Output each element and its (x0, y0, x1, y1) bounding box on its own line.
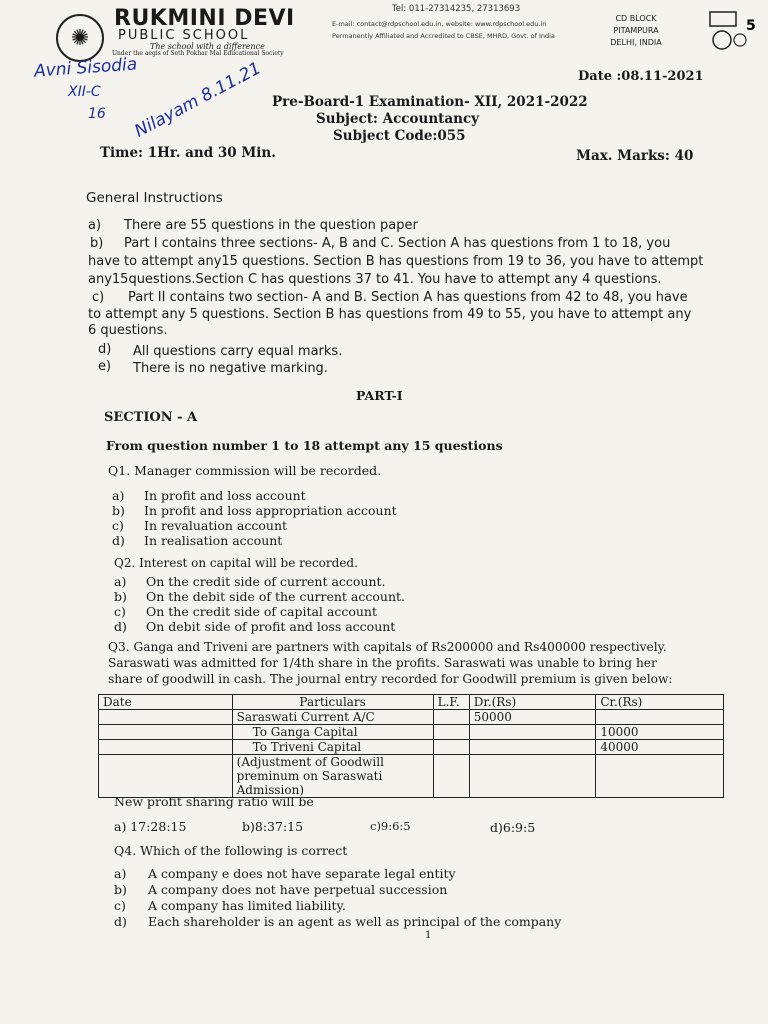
society-note: Under the aegis of Seth Pokhar Mal Educational Society (112, 50, 284, 57)
instruction-c-line3: 6 questions. (88, 323, 168, 338)
table-cell (433, 755, 469, 798)
table-cell: To Triveni Capital (232, 740, 433, 755)
table-row (99, 725, 724, 740)
instruction-c-key: c) (92, 290, 105, 305)
handwritten-signature: Nilayam 8.11.21 (131, 58, 265, 142)
page-number: 1 (425, 930, 432, 941)
q1-text: Q1. Manager commission will be recorded. (108, 463, 382, 478)
attempt-instruction: From question number 1 to 18 attempt any 15 questions (106, 438, 503, 453)
table-cell (433, 740, 469, 755)
q1-option-d: d) In realisation account (112, 533, 283, 548)
table-cell (469, 725, 596, 740)
q3-option-d: d)6:9:5 (490, 820, 536, 835)
header-date: Date (99, 695, 233, 710)
instruction-c-line2: to attempt any 5 questions. Section B has questions from 49 to 55, you have to attempt any (88, 307, 692, 322)
q3-question: New profit sharing ratio will be (114, 794, 314, 809)
svg-text:5: 5 (746, 18, 756, 34)
q2-options (114, 574, 405, 634)
instruction-b-key: b) (90, 236, 104, 251)
journal-header-row (99, 695, 724, 710)
table-cell (99, 740, 233, 755)
table-cell (469, 740, 596, 755)
q3-option-b: b)8:37:15 (242, 819, 304, 834)
table-cell (596, 755, 724, 798)
address-area: PITAMPURA (613, 26, 659, 35)
instruction-b-line2: have to attempt any15 questions. Section B has questions from 19 to 36, you have to attempt (88, 254, 704, 269)
accreditation-emblem (706, 10, 758, 56)
table-row (99, 740, 724, 755)
instruction-b-line3: any15questions.Section C has questions 37 to 41. You have to attempt any 4 questions. (88, 272, 662, 287)
school-email-website: E-mail: contact@rdpschool.edu.in, website: www.rdpschool.edu.in (332, 20, 547, 28)
school-name: RUKMINI DEVI (114, 6, 295, 31)
q3-line1: Q3. Ganga and Triveni are partners with capitals of Rs200000 and Rs400000 respectively. (108, 640, 667, 654)
table-cell (433, 725, 469, 740)
q4-options (114, 866, 561, 930)
table-cell (596, 710, 724, 725)
school-tagline: The school with a difference (150, 42, 265, 51)
handwritten-student-name: Avni Sisodia (33, 54, 138, 82)
instruction-e-key: e) (98, 359, 112, 374)
instruction-a: There are 55 questions in the question paper (124, 218, 418, 233)
header-particulars: Particulars (232, 695, 433, 710)
q4-option-d: d) Each shareholder is an agent as well as principal of the company (114, 914, 562, 929)
school-subtitle: PUBLIC SCHOOL (118, 28, 250, 43)
instruction-c-line1: Part II contains two section- A and B. Section A has questions from 42 to 48, you have (128, 290, 688, 305)
address-city: DELHI, INDIA (610, 38, 662, 47)
q2-option-d: d) On debit side of profit and loss account (114, 619, 396, 634)
school-logo: ✺ (56, 14, 104, 62)
q2-option-c: c) On the credit side of capital account (114, 604, 377, 619)
q4-option-c: c) A company has limited liability. (114, 898, 346, 913)
header-debit: Dr.(Rs) (469, 695, 596, 710)
instruction-d: All questions carry equal marks. (133, 344, 343, 359)
q1-options (112, 488, 397, 548)
exam-date: Date :08.11-2021 (578, 69, 704, 84)
q2-text: Q2. Interest on capital will be recorded. (114, 556, 358, 570)
table-cell: 40000 (596, 740, 724, 755)
q4-option-a: a) A company e does not have separate legal entity (114, 866, 456, 881)
q3-option-c: c)9:6:5 (370, 819, 411, 833)
exam-title: Pre-Board-1 Examination- XII, 2021-2022 (272, 94, 588, 110)
table-row (99, 755, 724, 798)
handwritten-roll-number: 16 (88, 106, 106, 122)
instructions-heading: General Instructions (86, 190, 223, 206)
table-cell (99, 710, 233, 725)
q4-text: Q4. Which of the following is correct (114, 843, 348, 858)
instruction-a-key: a) (88, 218, 102, 233)
q2-option-b: b) On the debit side of the current account. (114, 589, 405, 604)
q4-option-b: b) A company does not have perpetual succession (114, 882, 448, 897)
exam-subject: Subject: Accountancy (316, 111, 480, 127)
table-cell: (Adjustment of Goodwill preminum on Saraswati Admission) (232, 755, 433, 798)
section-heading: SECTION - A (104, 410, 198, 425)
header-lf: L.F. (433, 695, 469, 710)
table-cell (99, 725, 233, 740)
table-cell (469, 755, 596, 798)
address-block: CD BLOCK (615, 14, 657, 23)
q3-line3: share of goodwill in cash. The journal entry recorded for Goodwill premium is given below: (108, 672, 673, 686)
q1-option-c: c) In revaluation account (112, 518, 288, 533)
school-telephone: Tel: 011-27314235, 27313693 (392, 4, 521, 14)
q3-option-a: a) 17:28:15 (114, 819, 187, 834)
q1-option-b: b) In profit and loss appropriation account (112, 503, 397, 518)
table-cell: 10000 (596, 725, 724, 740)
table-cell: To Ganga Capital (232, 725, 433, 740)
exam-time: Time: 1Hr. and 30 Min. (100, 145, 276, 161)
table-row (99, 710, 724, 725)
table-cell: 50000 (469, 710, 596, 725)
exam-subject-code: Subject Code:055 (333, 128, 466, 144)
table-cell (433, 710, 469, 725)
q3-line2: Saraswati was admitted for 1/4th share in the profits. Saraswati was unable to bring her (108, 656, 657, 670)
part-heading: PART-I (356, 388, 403, 403)
q1-option-a: a) In profit and loss account (112, 488, 306, 503)
journal-entry-table (98, 694, 724, 798)
table-cell (99, 755, 233, 798)
instruction-b-line1: Part I contains three sections- A, B and C. Section A has questions from 1 to 18, you (124, 236, 671, 251)
header-credit: Cr.(Rs) (596, 695, 724, 710)
q2-option-a: a) On the credit side of current account. (114, 574, 386, 589)
school-affiliation: Permanently Affiliated and Accredited to CBSE, MHRD, Govt. of India (332, 32, 555, 40)
instruction-d-key: d) (98, 342, 112, 357)
table-cell: Saraswati Current A/C (232, 710, 433, 725)
instruction-e: There is no negative marking. (133, 361, 328, 376)
exam-max-marks: Max. Marks: 40 (576, 148, 694, 164)
handwritten-class: XII-C (68, 84, 101, 100)
